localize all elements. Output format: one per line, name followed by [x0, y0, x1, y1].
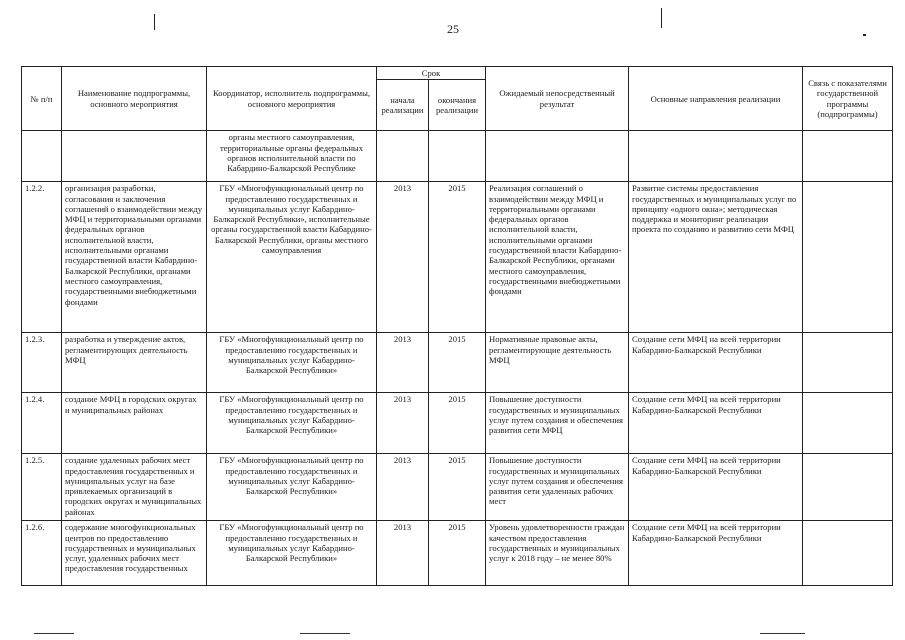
cell-name	[62, 131, 207, 182]
cell-result: Повышение доступности государственных и муниципальных услуг путем создания и обеспечения развития сети удаленных рабочих мест	[486, 454, 629, 521]
cell-num: 1.2.5.	[22, 454, 62, 521]
cell-start: 2013	[377, 454, 429, 521]
cell-end: 2015	[429, 333, 486, 393]
header-num: № п/п	[22, 67, 62, 131]
cell-directions: Создание сети МФЦ на всей территории Кабардино-Балкарской Республики	[629, 454, 803, 521]
cell-num: 1.2.2.	[22, 182, 62, 333]
header-term: Срок	[377, 67, 486, 80]
cell-coordinator: ГБУ «Многофункциональный центр по предоставлению государственных и муниципальных услуг Кабардино-Балкарской Республики»	[207, 393, 377, 454]
cell-start: 2013	[377, 182, 429, 333]
table-row	[22, 393, 893, 454]
scan-mark-bottom-center	[300, 633, 350, 634]
cell-link	[803, 182, 893, 333]
header-end: окончания реализации	[429, 80, 486, 131]
cell-coordinator: ГБУ «Многофункциональный центр по предоставлению государственных и муниципальных услуг Кабардино-Балкарской Республики»	[207, 333, 377, 393]
cell-result: Повышение доступности государственных и муниципальных услуг путем создания и обеспечения развития сети МФЦ	[486, 393, 629, 454]
cell-directions: Создание сети МФЦ на всей территории Кабардино-Балкарской Республики	[629, 521, 803, 586]
scan-mark-bottom-right	[760, 633, 805, 634]
cell-link	[803, 393, 893, 454]
scan-mark-bottom-left	[34, 633, 74, 634]
table-row	[22, 333, 893, 393]
cell-start: 2013	[377, 521, 429, 586]
header-row-1	[22, 67, 893, 80]
cell-directions: Создание сети МФЦ на всей территории Кабардино-Балкарской Республики	[629, 393, 803, 454]
cell-result: Реализация соглашений о взаимодействии между МФЦ и территориальными органами федеральных органов исполнительной власти, исполнительными органами государственной власти Кабардино-Балкарской Республики, органами местного самоуправления, государственными внебюджетными фондами	[486, 182, 629, 333]
header-start: начала реализации	[377, 80, 429, 131]
cell-coordinator: органы местного самоуправления, территориальные органы федеральных органов исполнительной власти по Кабардино-Балкарской Республике	[207, 131, 377, 182]
cell-start: 2013	[377, 393, 429, 454]
scan-dot	[863, 34, 866, 36]
table-row-continuation	[22, 131, 893, 182]
cell-directions: Создание сети МФЦ на всей территории Кабардино-Балкарской Республики	[629, 333, 803, 393]
cell-start	[377, 131, 429, 182]
cell-start: 2013	[377, 333, 429, 393]
cell-num: 1.2.3.	[22, 333, 62, 393]
program-table	[21, 66, 893, 586]
cell-directions	[629, 131, 803, 182]
cell-coordinator: ГБУ «Многофункциональный центр по предоставлению государственных и муниципальных услуг Кабардино-Балкарской Республики»	[207, 521, 377, 586]
table-row	[22, 521, 893, 586]
cell-name: организация разработки, согласования и заключения соглашений о взаимодействии между МФЦ и территориальными органами федеральных органов исполнительной власти, исполнительными органами государственной власти Кабардино-Балкарской Республики, органами местного самоуправления, государственными внебюджетными фондами	[62, 182, 207, 333]
cell-num: 1.2.4.	[22, 393, 62, 454]
cell-name: создание удаленных рабочих мест предоставления государственных и муниципальных услуг на базе привлекаемых организаций в городских округах и муниципальных районах	[62, 454, 207, 521]
cell-end	[429, 131, 486, 182]
header-result: Ожидаемый непосредственный результат	[486, 67, 629, 131]
cell-link	[803, 454, 893, 521]
cell-name: содержание многофункциональных центров по предоставлению государственных и муниципальных услуг, удаленных рабочих мест предоставления государственных	[62, 521, 207, 586]
cell-num: 1.2.6.	[22, 521, 62, 586]
table-row	[22, 454, 893, 521]
header-coordinator: Координатор, исполнитель подпрограммы, основного мероприятия	[207, 67, 377, 131]
cell-end: 2015	[429, 454, 486, 521]
cell-link	[803, 131, 893, 182]
cell-directions: Развитие системы предоставления государственных и муниципальных услуг по принципу «одного окна»; методическая поддержка и мониторинг реализации проекта по созданию и развитию сети МФЦ	[629, 182, 803, 333]
cell-link	[803, 521, 893, 586]
cell-result: Уровень удовлетворенности граждан качеством предоставления государственных и муниципальных услуг к 2018 году – не менее 80%	[486, 521, 629, 586]
header-directions: Основные направления реализации	[629, 67, 803, 131]
cell-coordinator: ГБУ «Многофункциональный центр по предоставлению государственных и муниципальных услуг Кабардино-Балкарской Республики», исполнительные органы государственной власти Кабардино-Балкарской Республики, органы местного самоуправления	[207, 182, 377, 333]
cell-coordinator: ГБУ «Многофункциональный центр по предоставлению государственных и муниципальных услуг Кабардино-Балкарской Республики»	[207, 454, 377, 521]
table-row	[22, 182, 893, 333]
cell-name: создание МФЦ в городских округах и муниципальных районах	[62, 393, 207, 454]
cell-end: 2015	[429, 393, 486, 454]
header-name: Наименование подпрограммы, основного мероприятия	[62, 67, 207, 131]
cell-end: 2015	[429, 182, 486, 333]
cell-result: Нормативные правовые акты, регламентирующие деятельность МФЦ	[486, 333, 629, 393]
cell-end: 2015	[429, 521, 486, 586]
scan-mark-top-left	[154, 14, 155, 30]
cell-link	[803, 333, 893, 393]
cell-name: разработка и утверждение актов, регламентирующих деятельность МФЦ	[62, 333, 207, 393]
header-link: Связь с показателями государственной программы (подпрограммы)	[803, 67, 893, 131]
cell-num	[22, 131, 62, 182]
cell-result	[486, 131, 629, 182]
scan-mark-top-right	[661, 8, 662, 28]
page-number: 25	[447, 22, 459, 36]
